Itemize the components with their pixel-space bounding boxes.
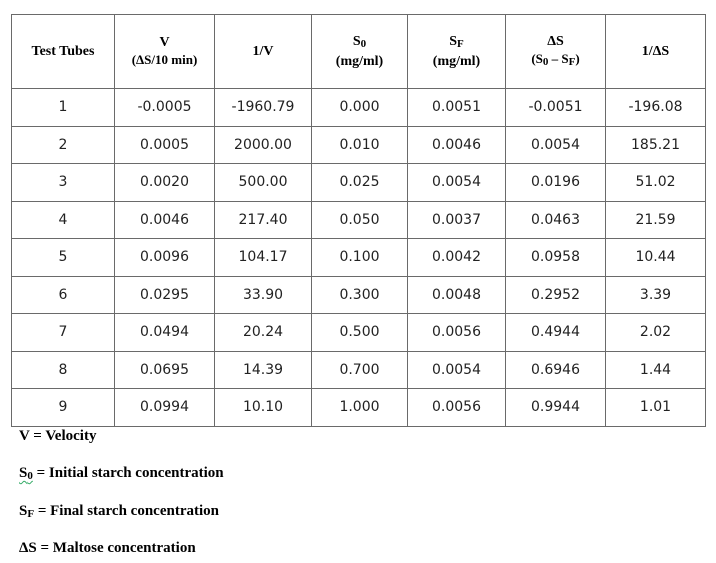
cell: 3	[12, 164, 115, 202]
table-row	[12, 239, 706, 277]
cell: 0.0994	[115, 389, 215, 427]
cell: 0.700	[312, 351, 408, 389]
header-velocity: V (ΔS/10 min)	[115, 15, 215, 89]
cell: 1.000	[312, 389, 408, 427]
table-body	[12, 89, 706, 427]
cell: 2	[12, 126, 115, 164]
cell: 0.0196	[506, 164, 606, 202]
cell: 0.0054	[506, 126, 606, 164]
cell: 0.0958	[506, 239, 606, 277]
cell: 0.0054	[408, 164, 506, 202]
table-row	[12, 201, 706, 239]
cell: 21.59	[606, 201, 706, 239]
cell: -1960.79	[215, 89, 312, 127]
cell: 0.0463	[506, 201, 606, 239]
cell: 185.21	[606, 126, 706, 164]
cell: 0.2952	[506, 276, 606, 314]
cell: 0.500	[312, 314, 408, 352]
table-row	[12, 276, 706, 314]
cell: 104.17	[215, 239, 312, 277]
cell: 0.0042	[408, 239, 506, 277]
cell: 20.24	[215, 314, 312, 352]
header-s0: S0 (mg/ml)	[312, 15, 408, 89]
legend-initial-starch: S0 = Initial starch concentration	[19, 465, 224, 482]
table-row	[12, 389, 706, 427]
header-test-tubes: Test Tubes	[12, 15, 115, 89]
cell: 1	[12, 89, 115, 127]
cell: 0.0005	[115, 126, 215, 164]
cell: 8	[12, 351, 115, 389]
cell: 0.4944	[506, 314, 606, 352]
cell: 7	[12, 314, 115, 352]
cell: 10.44	[606, 239, 706, 277]
table-row	[12, 314, 706, 352]
cell: 0.0056	[408, 389, 506, 427]
cell: 14.39	[215, 351, 312, 389]
cell: 4	[12, 201, 115, 239]
cell: 0.0494	[115, 314, 215, 352]
results-table	[11, 14, 706, 427]
cell: 1.44	[606, 351, 706, 389]
cell: 0.0295	[115, 276, 215, 314]
table-row	[12, 89, 706, 127]
cell: 0.025	[312, 164, 408, 202]
cell: 0.9944	[506, 389, 606, 427]
cell: -196.08	[606, 89, 706, 127]
cell: 0.0020	[115, 164, 215, 202]
header-row	[12, 15, 706, 89]
header-inverse-velocity: 1/V	[215, 15, 312, 89]
cell: 0.0051	[408, 89, 506, 127]
cell: 0.0096	[115, 239, 215, 277]
cell: 3.39	[606, 276, 706, 314]
table-row	[12, 126, 706, 164]
cell: 0.6946	[506, 351, 606, 389]
table-row	[12, 351, 706, 389]
cell: 217.40	[215, 201, 312, 239]
cell: 0.0046	[115, 201, 215, 239]
cell: 500.00	[215, 164, 312, 202]
cell: 1.01	[606, 389, 706, 427]
cell: 5	[12, 239, 115, 277]
cell: 2.02	[606, 314, 706, 352]
table-row	[12, 164, 706, 202]
cell: -0.0051	[506, 89, 606, 127]
cell: 0.010	[312, 126, 408, 164]
cell: 10.10	[215, 389, 312, 427]
cell: 9	[12, 389, 115, 427]
cell: 0.0054	[408, 351, 506, 389]
legend-final-starch: SF = Final starch concentration	[19, 503, 219, 520]
cell: 0.0046	[408, 126, 506, 164]
cell: 0.300	[312, 276, 408, 314]
legend-maltose: ΔS = Maltose concentration	[19, 540, 196, 556]
cell: 0.050	[312, 201, 408, 239]
cell: -0.0005	[115, 89, 215, 127]
cell: 0.0695	[115, 351, 215, 389]
cell: 0.0037	[408, 201, 506, 239]
legend-velocity: V = Velocity	[19, 428, 97, 444]
cell: 0.0056	[408, 314, 506, 352]
header-inverse-delta-s: 1/ΔS	[606, 15, 706, 89]
cell: 2000.00	[215, 126, 312, 164]
cell: 0.100	[312, 239, 408, 277]
cell: 0.0048	[408, 276, 506, 314]
cell: 33.90	[215, 276, 312, 314]
cell: 6	[12, 276, 115, 314]
header-sf: SF (mg/ml)	[408, 15, 506, 89]
cell: 51.02	[606, 164, 706, 202]
cell: 0.000	[312, 89, 408, 127]
header-delta-s: ΔS (S0 – SF)	[506, 15, 606, 89]
